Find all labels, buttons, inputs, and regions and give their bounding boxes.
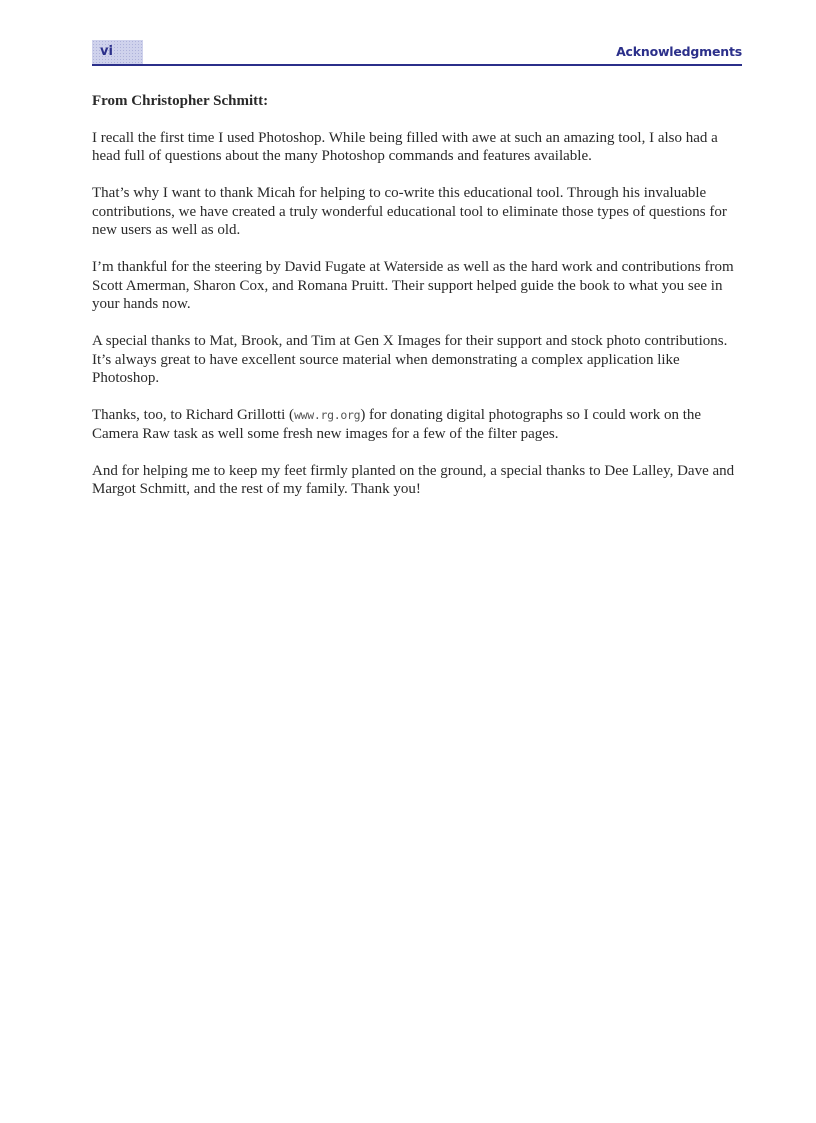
- section-heading: From Christopher Schmitt:: [92, 93, 269, 109]
- paragraph-family-thanks: And for helping me to keep my feet firmly planted on the ground, a special thanks to Dee Lalley, Dave and Margot Schmitt, and the rest of my family. Thank you!: [92, 462, 735, 497]
- grillotti-text-after: ) for donating digital photographs so I could work on the Camera Raw task as well some fresh new images for a few of the filter pages.: [92, 407, 702, 442]
- page-header: [92, 40, 742, 66]
- header-rule: [92, 64, 742, 66]
- paragraph-grillotti: [92, 406, 743, 443]
- paragraph-first-photoshop: I recall the first time I used Photoshop. While being filled with awe at such an amazing tool, I also had a head full of questions about the many Photoshop commands and features available.: [92, 129, 718, 164]
- acknowledgments-section: [92, 92, 743, 517]
- page-number-tab: [92, 40, 143, 64]
- running-title: Acknowledgments: [616, 44, 742, 59]
- paragraph-gen-x-images: A special thanks to Mat, Brook, and Tim at Gen X Images for their support and stock photo contributions. It’s always great to have excellent source material when demonstrating a complex application like Photoshop.: [92, 333, 728, 386]
- grillotti-url: www.rg.org: [294, 408, 361, 422]
- grillotti-text-before: Thanks, too, to Richard Grillotti (: [92, 407, 295, 423]
- paragraph-thank-micah: That’s why I want to thank Micah for helping to co-write this educational tool. Through his invaluable contributions, we have created a truly wonderful educational tool to eliminate those types of questions for new users as well as old.: [92, 185, 727, 238]
- page-number: vi: [100, 44, 113, 59]
- paragraph-steering-thanks: I’m thankful for the steering by David Fugate at Waterside as well as the hard work and contributions from Scott Amerman, Sharon Cox, and Romana Pruitt. Their support helped guide the book to what you see in your hands now.: [92, 259, 734, 312]
